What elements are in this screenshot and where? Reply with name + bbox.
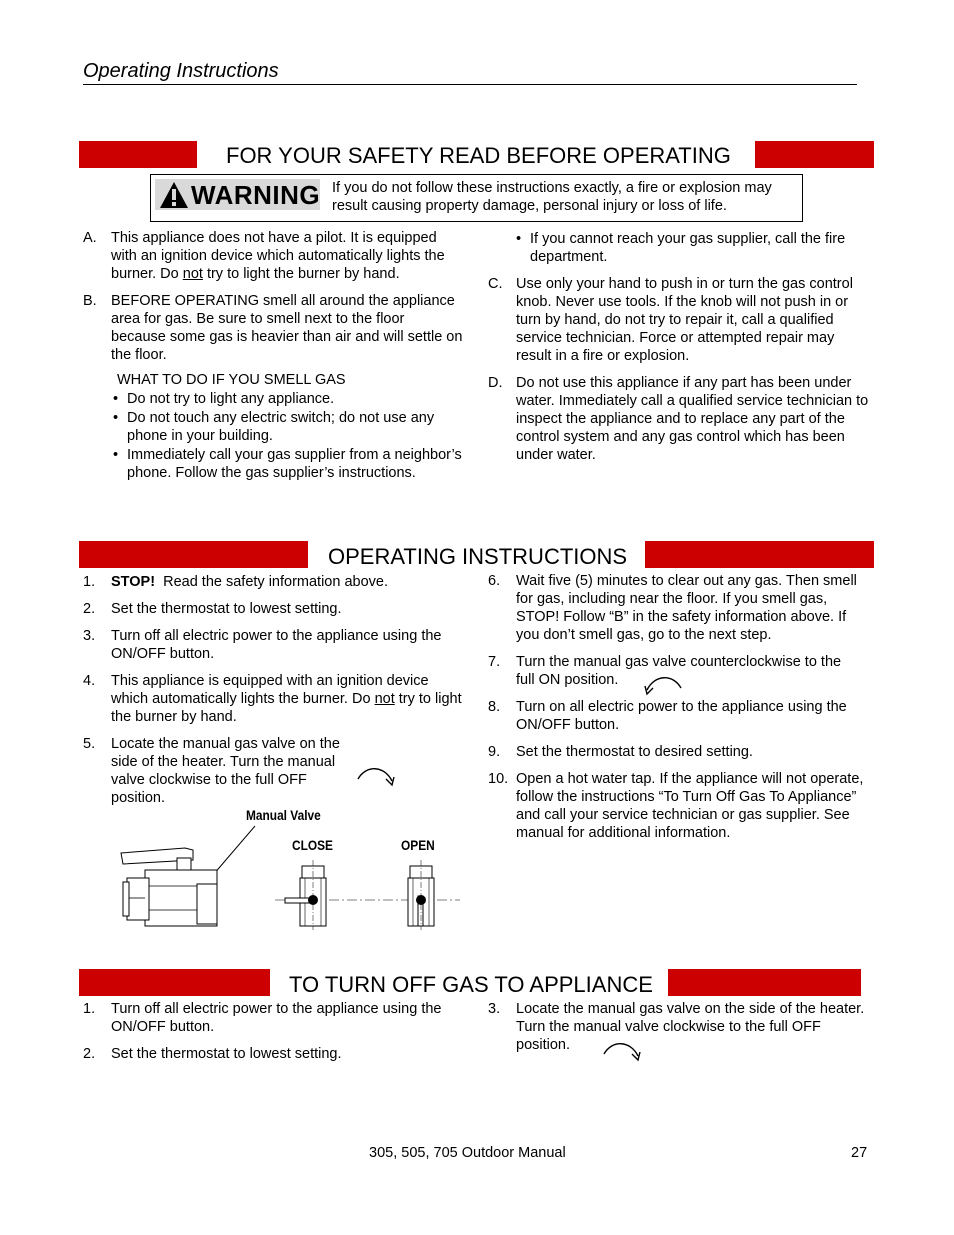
open-label: OPEN — [401, 837, 435, 853]
warning-triangle-icon — [159, 181, 189, 209]
item-marker: 10. — [488, 771, 509, 787]
item-emphasis: not — [374, 691, 395, 707]
item-marker: 7. — [488, 654, 501, 670]
item-marker: 8. — [488, 699, 501, 715]
manual-valve-label: Manual Valve — [246, 807, 321, 823]
safety-right-bullet — [514, 230, 871, 266]
bullet-text: Immediately call your gas supplier from a neighbor’s phone. Follow the gas supplier’s instructions. — [127, 447, 462, 481]
operating-step — [83, 735, 465, 807]
item-text: Turn the manual gas valve counterclockwise to the full ON position. — [516, 654, 842, 688]
clockwise-arrow-icon — [600, 1040, 644, 1064]
operating-step — [83, 600, 465, 618]
warning-box — [150, 174, 803, 222]
smell-gas-bullet — [111, 390, 463, 408]
item-text: Set the thermostat to lowest setting. — [111, 1046, 342, 1062]
item-marker: 2. — [83, 601, 96, 617]
item-text: Turn off all electric power to the appliance using the ON/OFF button. — [111, 1001, 442, 1035]
item-text: This appliance is equipped with an ignition device which automatically lights the burner. Do — [111, 673, 429, 707]
bullet-icon: • — [113, 447, 119, 463]
item-text: Read the safety information above. — [155, 574, 388, 590]
item-marker: 5. — [83, 736, 96, 752]
section-bar-left — [79, 541, 308, 568]
item-text: Use only your hand to push in or turn the gas control knob. Never use tools. If the knob will not push in or turn by hand, do not try to repair it, call a qualified service technician. Force or attempted repair may result in a fire or explosion. — [516, 276, 853, 364]
item-marker: B. — [83, 293, 97, 309]
safety-item-c — [488, 275, 871, 365]
operating-step — [83, 627, 465, 663]
item-text: Do not use this appliance if any part has been under water. Immediately call a qualified service technician to inspect the appliance and to replace any part of the control system and any gas control which has been under water. — [516, 375, 869, 463]
close-label: CLOSE — [292, 837, 333, 853]
operating-left-column — [83, 573, 465, 816]
operating-step — [488, 743, 872, 761]
smell-gas-heading: WHAT TO DO IF YOU SMELL GAS — [117, 372, 346, 388]
operating-step — [488, 698, 872, 734]
item-emphasis: not — [182, 266, 203, 282]
operating-right-column — [488, 572, 872, 851]
turn-off-section-title: TO TURN OFF GAS TO APPLIANCE — [289, 972, 653, 997]
item-text: try to light the burner by hand. — [111, 691, 462, 725]
operating-step — [488, 572, 872, 644]
item-text: Set the thermostat to lowest setting. — [111, 601, 342, 617]
item-marker: 1. — [83, 1001, 96, 1017]
item-text: try to light the burner by hand. — [202, 266, 400, 282]
turn-off-step — [83, 1000, 465, 1036]
item-text: Turn on all electric power to the appliance using the ON/OFF button. — [516, 699, 847, 733]
item-marker: 3. — [83, 628, 96, 644]
warning-text: If you do not follow these instructions exactly, a fire or explosion may result causing property damage, personal injury or loss of life. — [332, 180, 772, 214]
section-bar-left — [79, 141, 197, 168]
item-marker: 1. — [83, 574, 96, 590]
open-position-valve — [408, 860, 434, 930]
item-marker: C. — [488, 276, 503, 292]
warning-badge — [154, 178, 321, 211]
bullet-text: If you cannot reach your gas supplier, call the fire department. — [530, 231, 846, 265]
item-text: This appliance does not have a pilot. It is equipped with an ignition device which automatically lights the burner. Do — [111, 230, 445, 282]
close-position-valve — [285, 860, 326, 930]
safety-item-a — [83, 229, 463, 283]
warning-label: WARNING — [191, 180, 321, 210]
item-text: Set the thermostat to desired setting. — [516, 744, 753, 760]
item-text: BEFORE OPERATING smell all around the appliance area for gas. Be sure to smell next to the floor because some gas is heavier than air and will settle on the floor. — [111, 293, 463, 363]
operating-step — [488, 770, 872, 842]
bullet-icon: • — [113, 410, 119, 426]
safety-section-title: FOR YOUR SAFETY READ BEFORE OPERATING — [226, 143, 731, 168]
item-marker: 9. — [488, 744, 501, 760]
item-text: Turn off all electric power to the appliance using the ON/OFF button. — [111, 628, 442, 662]
item-marker: 4. — [83, 673, 96, 689]
section-bar-left — [79, 969, 270, 996]
turn-off-left-column — [83, 1000, 465, 1072]
bullet-text: Do not touch any electric switch; do not use any phone in your building. — [127, 410, 435, 444]
turn-off-right-column — [488, 1000, 872, 1063]
bullet-icon: • — [516, 231, 522, 247]
safety-left-column — [83, 229, 463, 483]
stop-emphasis: STOP! — [111, 574, 156, 590]
bullet-icon: • — [113, 391, 119, 407]
operating-section-title: OPERATING INSTRUCTIONS — [328, 544, 628, 569]
item-text: Open a hot water tap. If the appliance will not operate, follow the instructions “To Turn Off Gas To Appliance” and call your service technician or gas supplier. See manual for additional information. — [516, 771, 864, 841]
item-marker: 3. — [488, 1001, 501, 1017]
manual-valve-diagram — [115, 820, 465, 930]
section-bar-right — [755, 141, 874, 168]
item-text: Locate the manual gas valve on the side of the heater. Turn the manual valve clockwise to the full OFF position. — [516, 1001, 865, 1053]
item-marker: A. — [83, 230, 97, 246]
safety-right-column — [488, 230, 871, 473]
clockwise-arrow-icon — [354, 765, 398, 789]
item-marker: 6. — [488, 573, 501, 589]
operating-step — [83, 573, 465, 591]
counterclockwise-arrow-icon — [641, 674, 685, 698]
safety-item-d — [488, 374, 871, 464]
bullet-text: Do not try to light any appliance. — [127, 391, 335, 407]
item-marker: D. — [488, 375, 503, 391]
safety-item-b — [83, 292, 463, 364]
section-bar-right — [668, 969, 861, 996]
page-header-title: Operating Instructions — [83, 60, 857, 85]
smell-gas-bullet — [111, 409, 463, 445]
turn-off-step — [83, 1045, 465, 1063]
footer-manual-title: 305, 505, 705 Outdoor Manual — [369, 1145, 566, 1161]
operating-step — [83, 672, 465, 726]
smell-gas-bullet — [111, 446, 463, 482]
section-bar-right — [645, 541, 874, 568]
footer-page-number: 27 — [851, 1145, 868, 1161]
turn-off-step — [488, 1000, 872, 1054]
item-text: Locate the manual gas valve on the side of the heater. Turn the manual valve clockwise to the full OFF position. — [111, 736, 340, 806]
item-text: Wait five (5) minutes to clear out any gas. Then smell for gas, including near the floor. If you smell gas, STOP! Follow “B” in the safety information above. If you don’t smell gas, go to the next step. — [516, 573, 857, 643]
item-marker: 2. — [83, 1046, 96, 1062]
